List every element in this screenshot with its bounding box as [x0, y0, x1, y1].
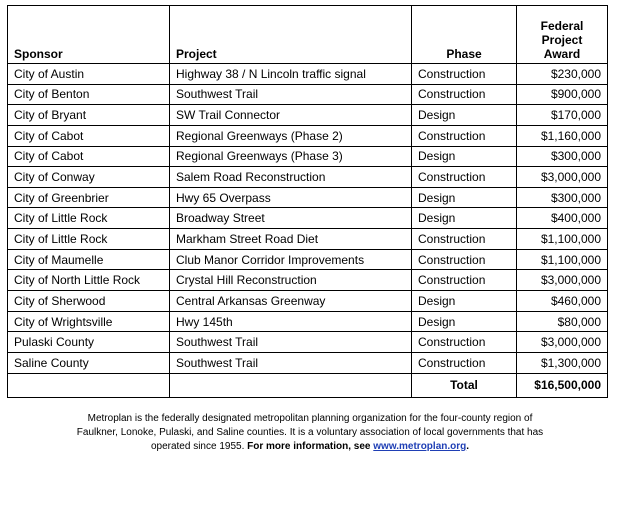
award-cell: $1,100,000: [517, 229, 608, 250]
sponsor-header: Sponsor: [8, 6, 170, 64]
sponsor-cell: City of North Little Rock: [8, 270, 170, 291]
sponsor-cell: City of Bryant: [8, 105, 170, 126]
phase-cell: Design: [412, 187, 517, 208]
award-cell: $900,000: [517, 84, 608, 105]
phase-cell: Construction: [412, 332, 517, 353]
sponsor-cell: City of Benton: [8, 84, 170, 105]
award-cell: $3,000,000: [517, 167, 608, 188]
project-cell: Southwest Trail: [170, 332, 412, 353]
table-row: [8, 167, 608, 188]
award-cell: $400,000: [517, 208, 608, 229]
award-header-line: Project: [541, 33, 583, 47]
phase-cell: Construction: [412, 64, 517, 85]
sponsor-cell: City of Conway: [8, 167, 170, 188]
project-cell: Hwy 65 Overpass: [170, 187, 412, 208]
project-cell: Broadway Street: [170, 208, 412, 229]
phase-cell: Construction: [412, 249, 517, 270]
table-row: [8, 146, 608, 167]
award-cell: $3,000,000: [517, 332, 608, 353]
table-row: [8, 249, 608, 270]
award-cell: $1,160,000: [517, 125, 608, 146]
total-value: $16,500,000: [517, 373, 608, 397]
award-cell: $1,100,000: [517, 249, 608, 270]
phase-cell: Design: [412, 208, 517, 229]
phase-cell: Design: [412, 291, 517, 312]
total-empty-cell: [8, 373, 170, 397]
project-cell: Markham Street Road Diet: [170, 229, 412, 250]
award-cell: $170,000: [517, 105, 608, 126]
phase-cell: Construction: [412, 167, 517, 188]
table-row: [8, 208, 608, 229]
project-awards-table: [7, 5, 608, 398]
phase-cell: Construction: [412, 125, 517, 146]
footer-note: [70, 412, 550, 454]
award-cell: $300,000: [517, 146, 608, 167]
sponsor-cell: City of Little Rock: [8, 208, 170, 229]
sponsor-cell: City of Greenbrier: [8, 187, 170, 208]
phase-cell: Design: [412, 146, 517, 167]
sponsor-cell: City of Sherwood: [8, 291, 170, 312]
table-row: [8, 311, 608, 332]
phase-header: Phase: [412, 6, 517, 64]
phase-cell: Construction: [412, 270, 517, 291]
phase-cell: Construction: [412, 229, 517, 250]
project-cell: Central Arkansas Greenway: [170, 291, 412, 312]
sponsor-cell: City of Little Rock: [8, 229, 170, 250]
project-cell: Salem Road Reconstruction: [170, 167, 412, 188]
phase-cell: Design: [412, 311, 517, 332]
phase-cell: Design: [412, 105, 517, 126]
sponsor-cell: City of Wrightsville: [8, 311, 170, 332]
award-cell: $300,000: [517, 187, 608, 208]
metroplan-link[interactable]: www.metroplan.org: [373, 441, 467, 452]
project-cell: Crystal Hill Reconstruction: [170, 270, 412, 291]
award-header-line: Federal: [540, 19, 584, 33]
table-row: [8, 229, 608, 250]
table-row: [8, 270, 608, 291]
sponsor-cell: Saline County: [8, 352, 170, 373]
total-label: Total: [412, 373, 517, 397]
award-header: [517, 6, 608, 64]
table-row: [8, 352, 608, 373]
phase-cell: Construction: [412, 84, 517, 105]
sponsor-cell: City of Cabot: [8, 125, 170, 146]
phase-cell: Construction: [412, 352, 517, 373]
project-header: Project: [170, 6, 412, 64]
table-row: [8, 64, 608, 85]
header-row: [8, 6, 608, 64]
project-cell: SW Trail Connector: [170, 105, 412, 126]
footer-more-info: For more information, see: [247, 441, 374, 452]
sponsor-cell: Pulaski County: [8, 332, 170, 353]
project-cell: Hwy 145th: [170, 311, 412, 332]
sponsor-cell: City of Cabot: [8, 146, 170, 167]
total-empty-cell: [170, 373, 412, 397]
project-cell: Highway 38 / N Lincoln traffic signal: [170, 64, 412, 85]
award-header-line: Award: [543, 47, 581, 61]
table-row: [8, 187, 608, 208]
table-row: [8, 332, 608, 353]
project-cell: Southwest Trail: [170, 84, 412, 105]
table-body: [8, 64, 608, 374]
footer-text: Metroplan is the federally designated metropolitan planning organization for the four-county region of Faulkner, Lonoke, Pulaski, and Saline counties. It is a voluntary association of local governments that has operated since 1955.: [76, 413, 544, 452]
award-cell: $230,000: [517, 64, 608, 85]
table-row: [8, 291, 608, 312]
award-cell: $1,300,000: [517, 352, 608, 373]
project-cell: Regional Greenways (Phase 3): [170, 146, 412, 167]
award-cell: $80,000: [517, 311, 608, 332]
project-cell: Southwest Trail: [170, 352, 412, 373]
award-cell: $460,000: [517, 291, 608, 312]
table-row: [8, 84, 608, 105]
footer-link-suffix: .: [466, 441, 470, 452]
project-cell: Club Manor Corridor Improvements: [170, 249, 412, 270]
sponsor-cell: City of Austin: [8, 64, 170, 85]
sponsor-cell: City of Maumelle: [8, 249, 170, 270]
table-row: [8, 105, 608, 126]
project-cell: Regional Greenways (Phase 2): [170, 125, 412, 146]
total-row: [8, 373, 608, 397]
table-row: [8, 125, 608, 146]
award-cell: $3,000,000: [517, 270, 608, 291]
